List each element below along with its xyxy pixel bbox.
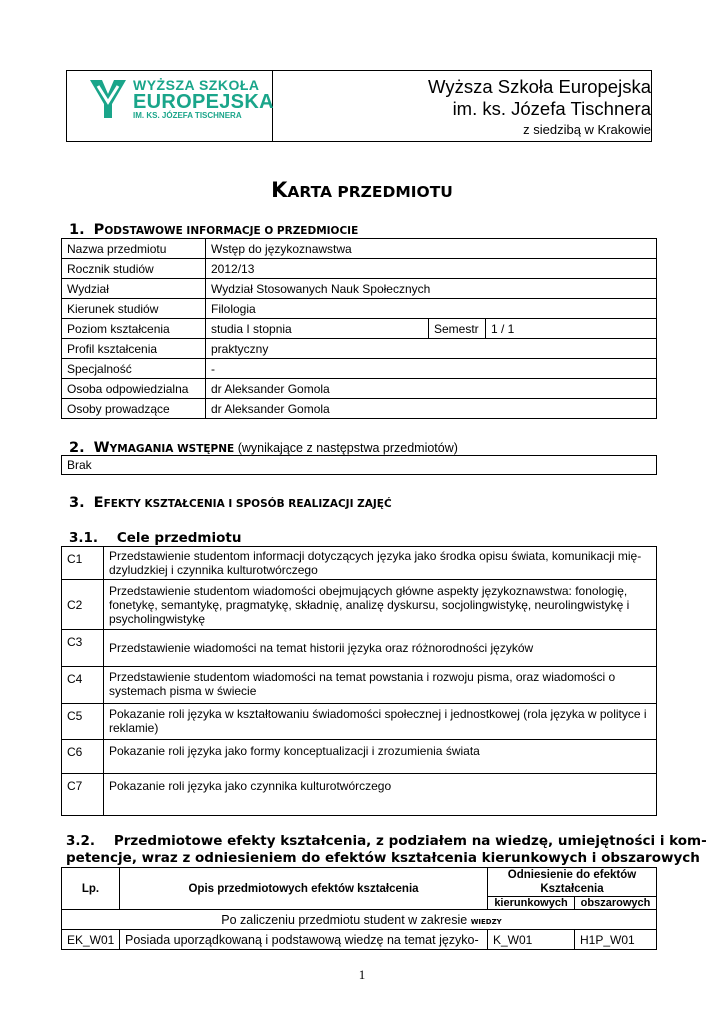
semester-label: Semestr: [429, 319, 486, 339]
semester-value: 1 / 1: [486, 319, 657, 339]
page-title: KARTA PRZEDMIOTU: [271, 178, 453, 202]
section-3-2-heading: 3.2. Przedmiotowe efekty kształcenia, z podziałem na wiedzę, umiejętności i kom- petencje, wraz z odniesieniem do efektów kształcenia kierunkowych i obszarowych: [66, 833, 707, 866]
goal-text: Przedstawienie studentom wiadomości obejmujących główne aspekty językoznawstwa: fonologię, fonetykę, semantykę, pragmatykę, składnię, analizę dyskursu, socjolingwistykę, neurolingwistykę i psycholingwistykę: [104, 580, 657, 630]
goal-code: C5: [62, 704, 104, 740]
goal-code: C2: [62, 580, 104, 630]
school-logo-icon: [88, 76, 128, 120]
col-ref: Odniesienie do efektów Kształcenia: [488, 868, 657, 897]
info-value: dr Aleksander Gomola: [206, 399, 657, 419]
basic-info-table: [61, 238, 657, 419]
goal-text: Pokazanie roli języka jako czynnika kulturotwórczego: [104, 774, 657, 816]
goal-text: Przedstawienie studentom wiadomości na temat powstania i rozwoju pisma, oraz wiadomości o systemach pisma w świecie: [104, 667, 657, 704]
info-value: dr Aleksander Gomola: [206, 379, 657, 399]
info-value: Wstęp do językoznawstwa: [206, 239, 657, 259]
info-label: Profil kształcenia: [62, 339, 206, 359]
knowledge-row: Po zaliczeniu przedmiotu student w zakresie wiedzy: [62, 910, 657, 930]
effect-code: EK_W01: [62, 930, 120, 950]
goal-text: Pokazanie roli języka jako formy konceptualizacji i zrozumienia świata: [104, 740, 657, 774]
school-name-2: im. ks. Józefa Tischnera: [452, 98, 651, 119]
page-number: 1: [358, 967, 366, 982]
info-label: Rocznik studiów: [62, 259, 206, 279]
info-label: Osoby prowadzące: [62, 399, 206, 419]
goal-code: C7: [62, 774, 104, 816]
logo-line2: EUROPEJSKA: [133, 91, 274, 113]
info-value: Filologia: [206, 299, 657, 319]
section-3-heading: 3. EFEKTY KSZTAŁCENIA I SPOSÓB REALIZACJI ZAJĘĆ: [69, 495, 392, 511]
goal-text: Przedstawienie wiadomości na temat historii języka oraz różnorodności języków: [104, 630, 657, 667]
col-kier: kierunkowych: [488, 897, 575, 910]
school-name-1: Wyższa Szkoła Europejska: [428, 76, 651, 97]
info-label: Osoba odpowiedzialna: [62, 379, 206, 399]
requirements-value: Brak: [62, 456, 657, 475]
goals-table: [61, 546, 657, 816]
goal-code: C6: [62, 740, 104, 774]
info-label: Wydział: [62, 279, 206, 299]
info-value: 2012/13: [206, 259, 657, 279]
goal-code: C4: [62, 667, 104, 704]
effect-kier: K_W01: [488, 930, 575, 950]
effect-obsz: H1P_W01: [575, 930, 657, 950]
logo-area: [67, 71, 273, 142]
info-label: Nazwa przedmiotu: [62, 239, 206, 259]
effects-table: [61, 867, 657, 950]
logo-line3: IM. KS. JÓZEFA TISCHNERA: [133, 111, 242, 120]
section-2-heading: 2. WYMAGANIA WSTĘPNE (wynikające z następstwa przedmiotów): [69, 440, 458, 456]
col-obsz: obszarowych: [575, 897, 657, 910]
col-desc: Opis przedmiotowych efektów kształcenia: [120, 868, 488, 910]
goal-text: Pokazanie roli języka w kształtowaniu świadomości społecznej i jednostkowej (rola języka w polityce i reklamie): [104, 704, 657, 740]
info-label: Specjalność: [62, 359, 206, 379]
school-seat: z siedzibą w Krakowie: [523, 122, 651, 137]
section-1-heading: 1. PODSTAWOWE INFORMACJE O PRZEDMIOCIE: [69, 222, 359, 238]
info-label: Poziom kształcenia: [62, 319, 206, 339]
goal-code: C1: [62, 547, 104, 580]
section-3-1-heading: 3.1. Cele przedmiotu: [69, 530, 242, 546]
goal-text: Przedstawienie studentom informacji dotyczących języka jako środka opisu świata, komunikacji mię-dzyludzkiej i czynnika kulturotwórczego: [104, 547, 657, 580]
requirements-table: [61, 455, 657, 475]
info-value: -: [206, 359, 657, 379]
info-label: Kierunek studiów: [62, 299, 206, 319]
effect-desc: Posiada uporządkowaną i podstawową wiedzę na temat języko-: [120, 930, 488, 950]
info-value: studia I stopnia: [206, 319, 429, 339]
col-lp: Lp.: [62, 868, 120, 910]
info-value: Wydział Stosowanych Nauk Społecznych: [206, 279, 657, 299]
goal-code: C3: [62, 630, 104, 667]
info-value: praktyczny: [206, 339, 657, 359]
logo-line1: WYŻSZA SZKOŁA: [133, 77, 260, 93]
